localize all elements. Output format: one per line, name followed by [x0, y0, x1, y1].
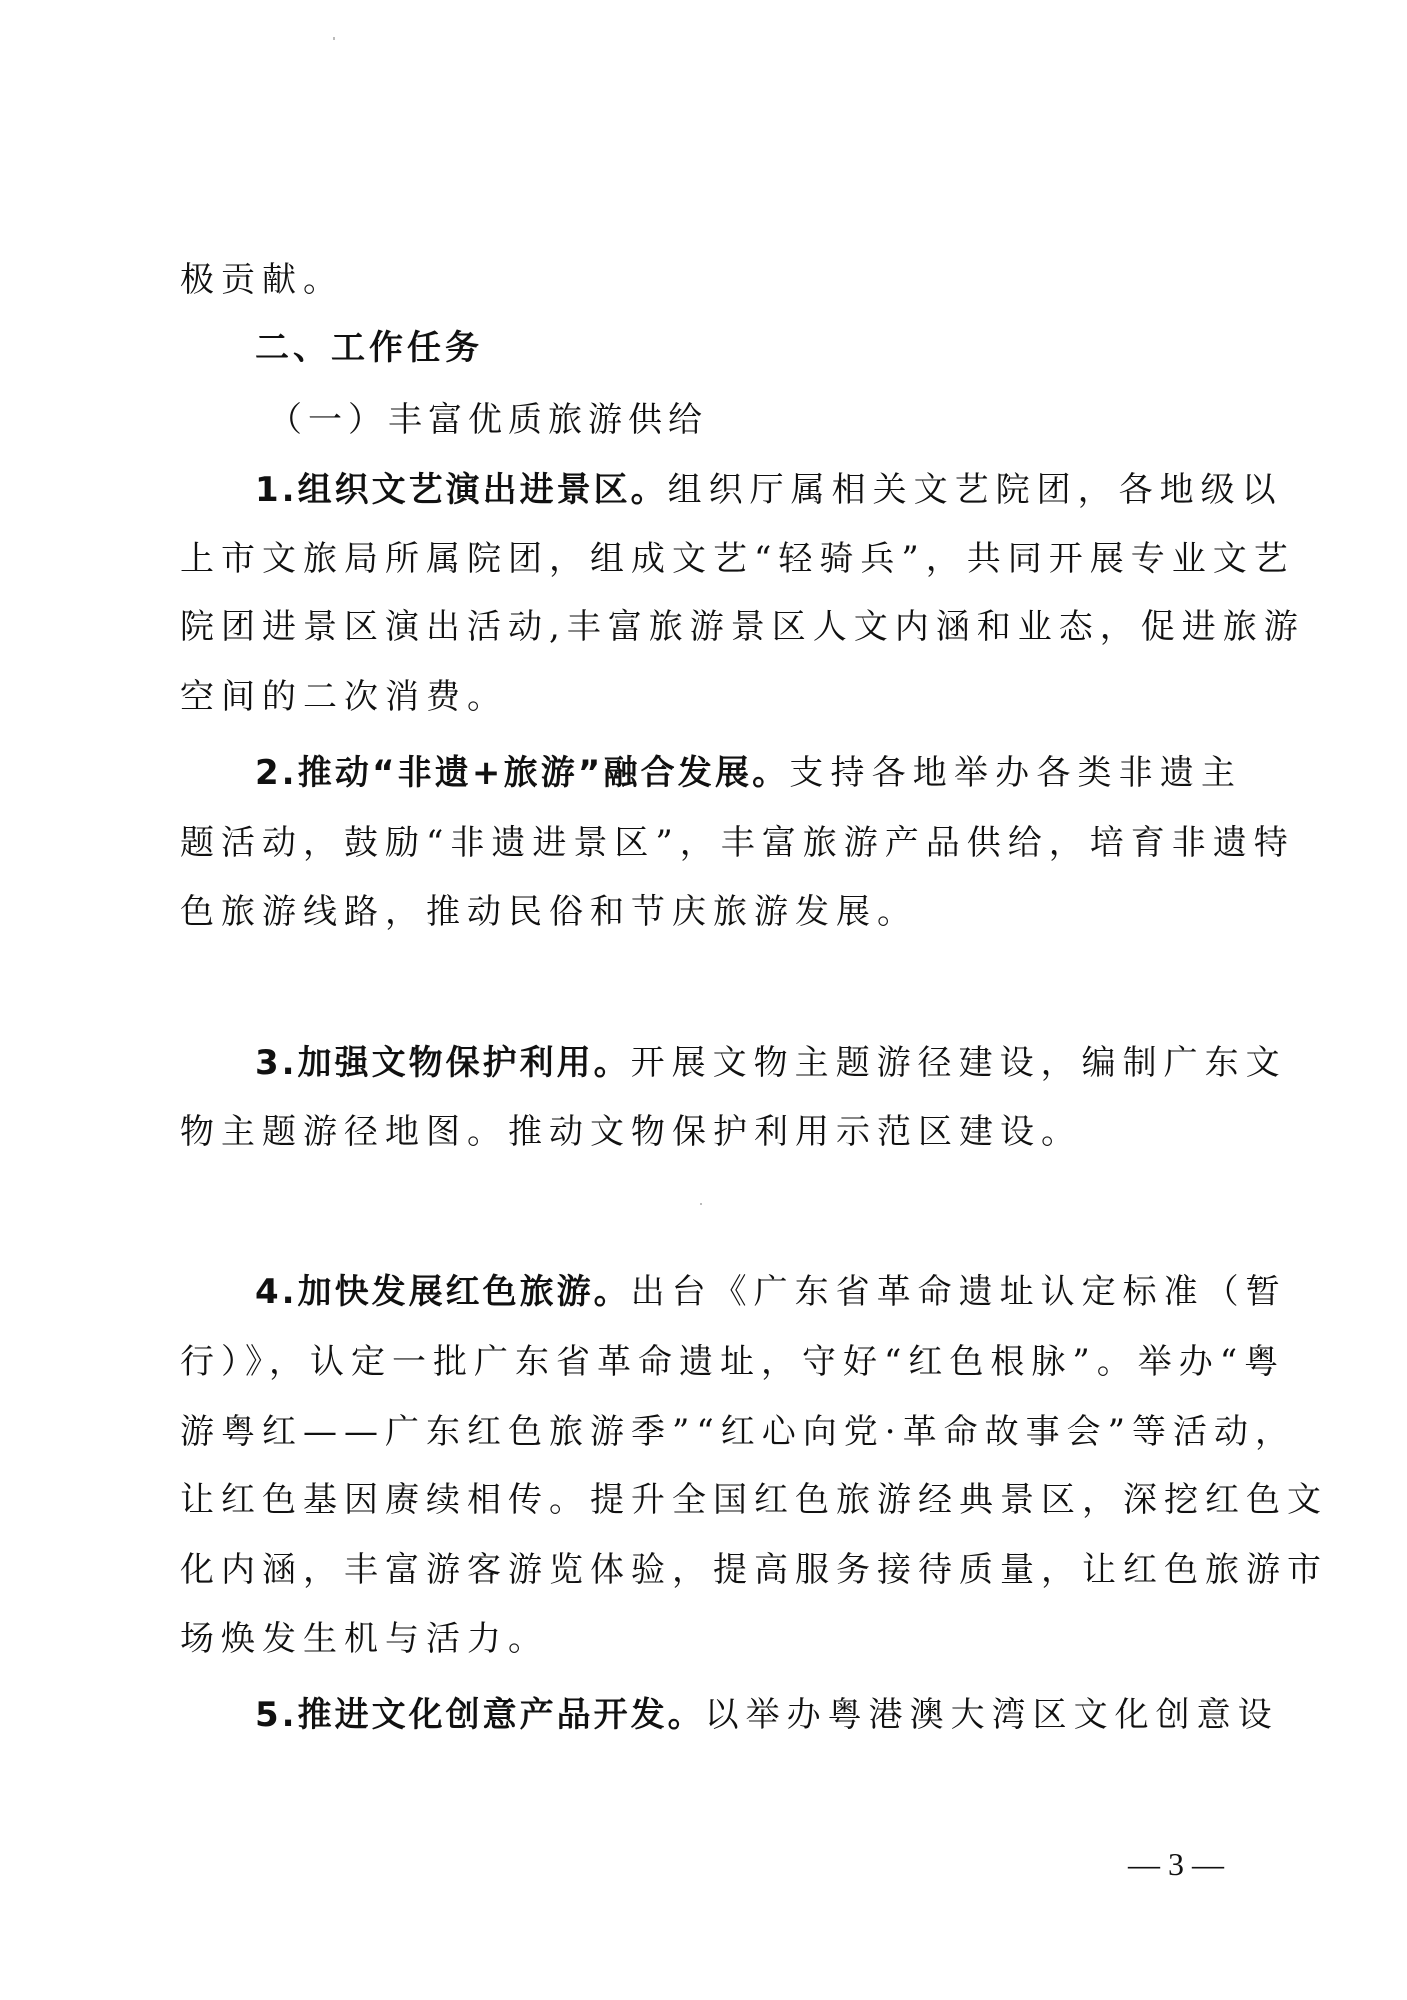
section-heading: [255, 324, 1242, 372]
scan-speck: [700, 1203, 702, 1205]
item-4-text: 游粤红——广东红色旅游季”“红心向党·革命故事会”等活动，: [180, 1412, 1296, 1452]
item-4-text: 化内涵，丰富游客游览体验，提高服务接待质量，让红色旅游市: [180, 1550, 1328, 1590]
subsection-heading: [268, 396, 1242, 444]
continuation-line: [180, 256, 1242, 304]
item-3-lead: 3.加强文物保护利用。: [255, 1043, 631, 1083]
item-3-text: 物主题游径地图。推动文物保护利用示范区建设。: [180, 1112, 1082, 1152]
item-5-lead: 5.推进文化创意产品开发。: [255, 1695, 705, 1735]
item-4-line-6: [180, 1615, 1242, 1663]
item-1-line-2: [180, 535, 1295, 583]
item-1-text: 院团进景区演出活动,丰富旅游景区人文内涵和业态，促进旅游: [180, 607, 1305, 647]
item-2-line-1: [255, 749, 1242, 797]
page-number: — 3 —: [1128, 1846, 1224, 1882]
subsection-heading-text: （一）丰富优质旅游供给: [268, 400, 708, 440]
item-1-lead: 1.组织文艺演出进景区。: [255, 470, 668, 510]
item-4-line-4: [180, 1476, 1328, 1524]
scan-speck: [333, 37, 335, 40]
item-2-text: 色旅游线路，推动民俗和节庆旅游发展。: [180, 892, 918, 932]
item-4-text: 出台《广东省革命遗址认定标准（暂: [630, 1272, 1287, 1312]
item-1-text: 上市文旅局所属院团，组成文艺“轻骑兵”，共同开展专业文艺: [180, 539, 1295, 579]
item-4-text: 场焕发生机与活力。: [180, 1619, 549, 1659]
item-5-line-1: [255, 1691, 1279, 1739]
section-heading-text: 二、工作任务: [255, 328, 483, 368]
item-1-text: 组织厅属相关文艺院团，各地级以: [667, 470, 1283, 510]
item-2-lead: 2.推动“非遗+旅游”融合发展。: [255, 753, 790, 793]
item-1-line-3: [180, 603, 1305, 651]
item-1-line-4: [180, 673, 1242, 721]
item-3-text: 开展文物主题游径建设，编制广东文: [630, 1043, 1287, 1083]
item-4-text: 行）》，认定一批广东省革命遗址，守好“红色根脉”。举办“粤: [180, 1342, 1286, 1382]
item-4-lead: 4.加快发展红色旅游。: [255, 1272, 631, 1312]
item-4-line-3: [180, 1408, 1296, 1456]
item-4-line-2: [180, 1338, 1286, 1386]
item-3-line-1: [255, 1039, 1287, 1087]
item-4-text: 让红色基因赓续相传。提升全国红色旅游经典景区，深挖红色文: [180, 1480, 1328, 1520]
item-5-text: 以举办粤港澳大湾区文化创意设: [704, 1695, 1279, 1735]
continuation-text: 极贡献。: [180, 260, 344, 300]
item-4-line-5: [180, 1546, 1328, 1594]
item-3-line-2: [180, 1108, 1242, 1156]
item-1-line-1: [255, 466, 1283, 514]
item-4-line-1: [255, 1268, 1287, 1316]
item-2-line-2: [180, 819, 1295, 867]
item-1-text: 空间的二次消费。: [180, 677, 508, 717]
item-2-line-3: [180, 888, 1242, 936]
item-2-text: 支持各地举办各类非遗主: [789, 753, 1242, 793]
item-2-text: 题活动，鼓励“非遗进景区”，丰富旅游产品供给，培育非遗特: [180, 823, 1295, 863]
